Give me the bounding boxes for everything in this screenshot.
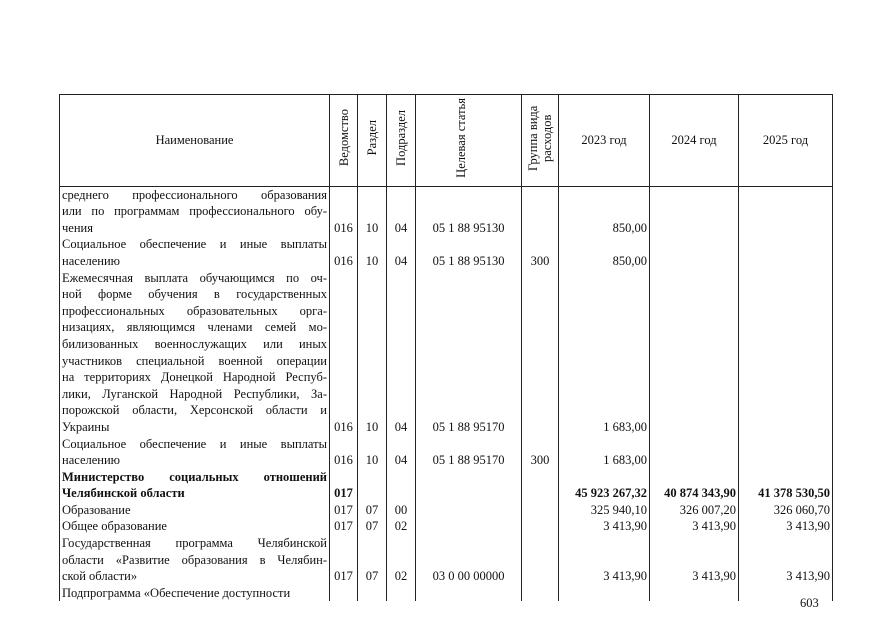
row-name-line: чения: [62, 220, 93, 235]
row-2024: [650, 436, 739, 469]
header-target: Целевая статья: [416, 95, 522, 187]
row-name: [60, 436, 330, 469]
row-target: [416, 502, 522, 519]
row-podrazdel: 04: [387, 186, 416, 236]
row-2025: [739, 270, 833, 436]
row-2025: [739, 236, 833, 269]
table-row: [60, 186, 833, 236]
row-name-line: Украины: [62, 419, 110, 434]
table-row: [60, 236, 833, 269]
row-name-line: Подпрограмма «Обеспечение доступности: [62, 585, 291, 600]
row-2023: 1 683,00: [559, 270, 650, 436]
table-row: [60, 469, 833, 502]
row-name-line: порожской области, Херсонской области и: [62, 403, 327, 418]
row-razdel: [358, 469, 387, 502]
row-razdel: [358, 585, 387, 602]
row-2025: 3 413,90: [739, 535, 833, 585]
table-row: [60, 585, 833, 602]
table-row: [60, 535, 833, 585]
row-name-line: билизованных военнослужащих или иных: [62, 336, 327, 351]
row-vedomstvo: 016: [330, 270, 358, 436]
row-name-line: Социальное обеспечение и иные выплаты: [62, 436, 327, 451]
table-row: [60, 518, 833, 535]
header-razdel: Раздел: [358, 95, 387, 187]
row-group: 300: [522, 236, 559, 269]
row-name-line: среднего профессионального образования: [62, 187, 327, 202]
row-razdel: 10: [358, 436, 387, 469]
table-row: [60, 502, 833, 519]
table-row: [60, 436, 833, 469]
row-podrazdel: 02: [387, 535, 416, 585]
header-vedomstvo: Ведомство: [330, 95, 358, 187]
header-2025: 2025 год: [739, 95, 833, 187]
row-name-line: населению: [62, 253, 120, 268]
row-2024: [650, 585, 739, 602]
row-2023: 850,00: [559, 236, 650, 269]
row-2024: [650, 186, 739, 236]
row-name-line: населению: [62, 453, 120, 468]
row-name: [60, 270, 330, 436]
row-podrazdel: 00: [387, 502, 416, 519]
row-group: [522, 502, 559, 519]
row-name-line: ной форме обучения в государственных: [62, 287, 327, 302]
row-podrazdel: 02: [387, 518, 416, 535]
row-2023: [559, 585, 650, 602]
row-target: [416, 518, 522, 535]
row-razdel: 07: [358, 535, 387, 585]
row-target: [416, 585, 522, 602]
row-vedomstvo: 017: [330, 535, 358, 585]
row-name-line: Министерство социальных отношений: [62, 469, 327, 484]
row-name: [60, 236, 330, 269]
row-name: [60, 585, 330, 602]
row-2025: [739, 186, 833, 236]
row-vedomstvo: 016: [330, 236, 358, 269]
row-2023: 45 923 267,32: [559, 469, 650, 502]
row-vedomstvo: [330, 585, 358, 602]
row-2025: 326 060,70: [739, 502, 833, 519]
row-razdel: 10: [358, 236, 387, 269]
header-group: Группа вида расходов: [522, 95, 559, 187]
row-vedomstvo: 016: [330, 436, 358, 469]
row-name-line: Челябинской области: [62, 486, 185, 501]
row-name-line: лики, Луганской Народной Республики, За-: [62, 386, 327, 401]
row-2024: [650, 236, 739, 269]
row-target: 05 1 88 95170: [416, 270, 522, 436]
row-name: [60, 469, 330, 502]
row-group: 300: [522, 436, 559, 469]
row-name-line: на территориях Донецкой Народной Респуб-: [62, 370, 327, 385]
row-group: [522, 585, 559, 602]
row-target: [416, 469, 522, 502]
row-2024: 326 007,20: [650, 502, 739, 519]
row-group: [522, 535, 559, 585]
row-razdel: 10: [358, 186, 387, 236]
row-target: 05 1 88 95130: [416, 186, 522, 236]
row-2023: 3 413,90: [559, 518, 650, 535]
row-podrazdel: 04: [387, 436, 416, 469]
header-2024: 2024 год: [650, 95, 739, 187]
row-name-line: Государственная программа Челябинской: [62, 536, 327, 551]
row-vedomstvo: 017: [330, 502, 358, 519]
row-vedomstvo: 016: [330, 186, 358, 236]
row-name-line: низациях, являющимся членами семей мо-: [62, 320, 327, 335]
row-razdel: 10: [358, 270, 387, 436]
table-body: [60, 186, 833, 601]
row-2023: 850,00: [559, 186, 650, 236]
row-2023: 3 413,90: [559, 535, 650, 585]
row-group: [522, 518, 559, 535]
row-2025: 41 378 530,50: [739, 469, 833, 502]
row-2025: [739, 436, 833, 469]
row-name-line: Ежемесячная выплата обучающимся по оч-: [62, 270, 327, 285]
header-name: Наименование: [60, 95, 330, 187]
row-podrazdel: [387, 469, 416, 502]
row-2024: 40 874 343,90: [650, 469, 739, 502]
row-name-line: области «Развитие образования в Челябин-: [62, 552, 327, 567]
row-name: [60, 502, 330, 519]
row-target: 05 1 88 95170: [416, 436, 522, 469]
row-target: 03 0 00 00000: [416, 535, 522, 585]
row-vedomstvo: 017: [330, 518, 358, 535]
row-name-line: или по программам профессионального обу-: [62, 204, 327, 219]
table-header-row: [60, 95, 833, 187]
row-2025: 3 413,90: [739, 518, 833, 535]
row-name: [60, 535, 330, 585]
header-2023: 2023 год: [559, 95, 650, 187]
row-2023: 325 940,10: [559, 502, 650, 519]
row-name-line: профессиональных образовательных орга-: [62, 303, 327, 318]
row-podrazdel: 04: [387, 270, 416, 436]
row-podrazdel: 04: [387, 236, 416, 269]
row-group: [522, 469, 559, 502]
table-row: [60, 270, 833, 436]
row-target: 05 1 88 95130: [416, 236, 522, 269]
row-name-line: Социальное обеспечение и иные выплаты: [62, 237, 327, 252]
row-name-line: Образование: [62, 502, 131, 517]
budget-table: [59, 94, 833, 601]
page-number: 603: [800, 596, 819, 610]
row-2024: [650, 270, 739, 436]
row-name: [60, 518, 330, 535]
row-2024: 3 413,90: [650, 518, 739, 535]
row-2024: 3 413,90: [650, 535, 739, 585]
row-group: [522, 186, 559, 236]
row-group: [522, 270, 559, 436]
row-name-line: ской области»: [62, 569, 138, 584]
header-podrazdel: Подраздел: [387, 95, 416, 187]
row-name: [60, 186, 330, 236]
row-2023: 1 683,00: [559, 436, 650, 469]
row-razdel: 07: [358, 518, 387, 535]
row-name-line: участников специальной военной операции: [62, 353, 327, 368]
row-name-line: Общее образование: [62, 519, 167, 534]
row-podrazdel: [387, 585, 416, 602]
row-vedomstvo: 017: [330, 469, 358, 502]
row-razdel: 07: [358, 502, 387, 519]
